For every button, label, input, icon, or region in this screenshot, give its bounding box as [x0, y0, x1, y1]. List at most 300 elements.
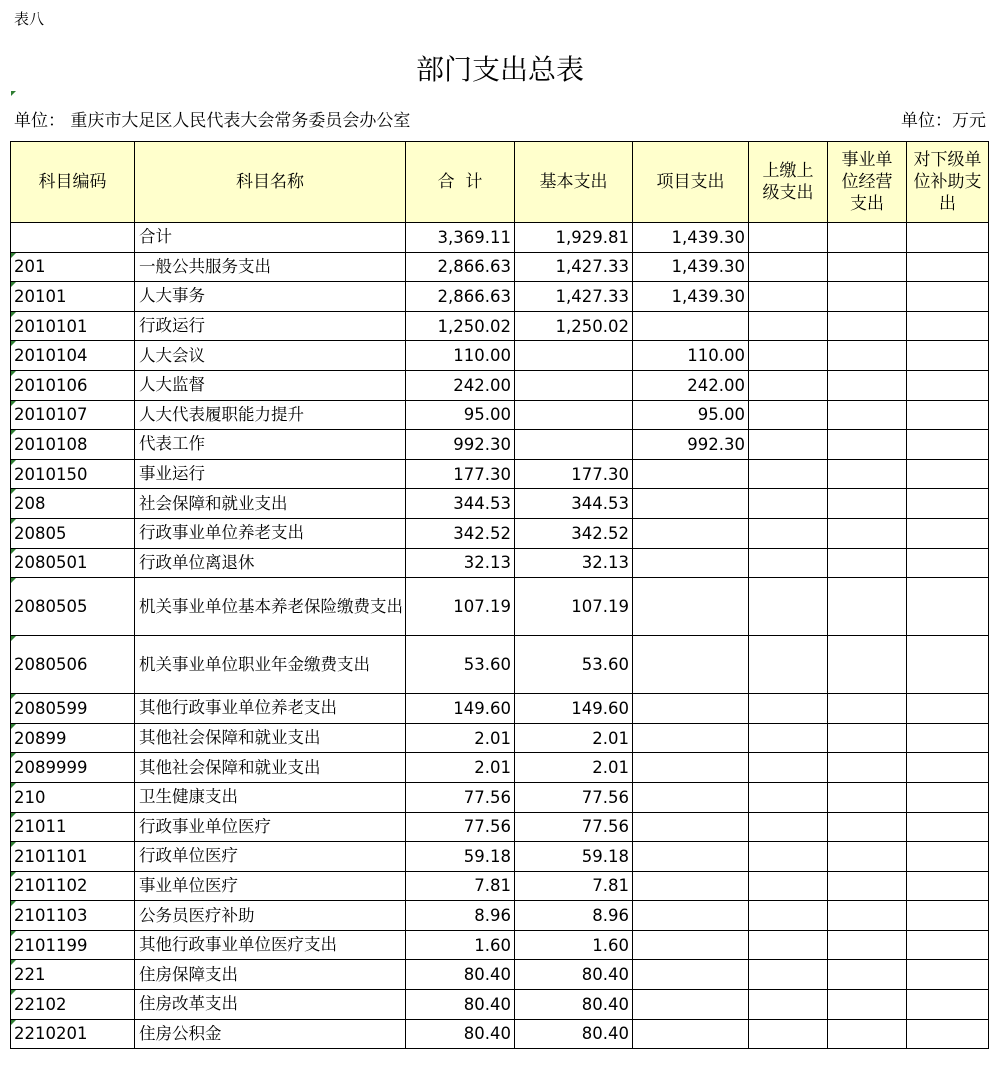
cell-subsidy [907, 871, 989, 901]
cell-project [633, 842, 749, 872]
cell-upper-remit [749, 812, 828, 842]
cell-comment-marker [11, 489, 16, 494]
cell-code [11, 252, 135, 282]
cell-code-text: 2101103 [14, 906, 88, 926]
cell-comment-marker [11, 813, 16, 818]
table-row [11, 1019, 989, 1049]
cell-project [633, 753, 749, 783]
cell-business-operation [828, 1019, 907, 1049]
cell-comment-marker [11, 253, 16, 258]
cell-subsidy [907, 1019, 989, 1049]
cell-business-operation [828, 723, 907, 753]
cell-total [406, 518, 515, 548]
cell-total [406, 753, 515, 783]
cell-code-text: 221 [14, 965, 46, 985]
cell-code [11, 694, 135, 724]
table-row [11, 636, 989, 694]
cell-basic [515, 753, 633, 783]
table-row [11, 871, 989, 901]
cell-total-text: 1.60 [474, 935, 511, 955]
cell-name-text: 其他行政事业单位医疗支出 [139, 935, 337, 955]
cell-total-text: 177.30 [453, 464, 511, 484]
cell-upper-remit [749, 311, 828, 341]
cell-total [406, 694, 515, 724]
cell-total-text: 80.40 [463, 1024, 511, 1044]
cell-project [633, 223, 749, 253]
cell-business-operation [828, 282, 907, 312]
cell-business-operation [828, 430, 907, 460]
cell-project [633, 990, 749, 1020]
cell-comment-marker [11, 430, 16, 435]
table-row [11, 430, 989, 460]
cell-total-text: 342.52 [453, 523, 511, 543]
table-row [11, 489, 989, 519]
cell-project-text: 1,439.30 [671, 257, 745, 277]
cell-business-operation [828, 871, 907, 901]
cell-business-operation [828, 901, 907, 931]
cell-basic [515, 400, 633, 430]
table-row [11, 812, 989, 842]
cell-upper-remit [749, 871, 828, 901]
cell-upper-remit [749, 282, 828, 312]
cell-name [135, 1019, 406, 1049]
cell-upper-remit [749, 430, 828, 460]
cell-total-text: 59.18 [463, 846, 511, 866]
cell-name [135, 370, 406, 400]
cell-total-text: 2,866.63 [437, 286, 511, 306]
cell-upper-remit [749, 960, 828, 990]
cell-code [11, 282, 135, 312]
cell-basic [515, 694, 633, 724]
cell-total [406, 430, 515, 460]
table-row [11, 223, 989, 253]
cell-business-operation [828, 370, 907, 400]
cell-name-text: 社会保障和就业支出 [139, 493, 288, 513]
cell-upper-remit [749, 723, 828, 753]
cell-comment-marker [11, 636, 16, 641]
cell-name [135, 311, 406, 341]
header-row [11, 142, 989, 223]
cell-total [406, 842, 515, 872]
cell-total [406, 252, 515, 282]
cell-basic-text: 80.40 [581, 1024, 629, 1044]
cell-project [633, 578, 749, 636]
cell-code [11, 459, 135, 489]
header-subsidy: 对下级单位补助支出 [907, 142, 989, 223]
cell-upper-remit [749, 782, 828, 812]
cell-code [11, 223, 135, 253]
cell-code-text: 2010107 [14, 405, 88, 425]
cell-code-text: 2080501 [14, 553, 88, 573]
table-body [11, 223, 989, 1049]
cell-basic-text: 2.01 [592, 758, 629, 778]
cell-total-text: 32.13 [463, 553, 511, 573]
cell-subsidy [907, 960, 989, 990]
cell-upper-remit [749, 370, 828, 400]
cell-code-text: 208 [14, 494, 46, 514]
cell-name-text: 人大会议 [139, 345, 205, 365]
cell-project [633, 282, 749, 312]
cell-basic-text: 32.13 [581, 553, 629, 573]
cell-business-operation [828, 400, 907, 430]
cell-name [135, 723, 406, 753]
cell-business-operation [828, 753, 907, 783]
cell-total-text: 149.60 [453, 698, 511, 718]
cell-total [406, 311, 515, 341]
header-basic: 基本支出 [515, 142, 633, 223]
cell-basic-text: 8.96 [592, 906, 629, 926]
cell-code-text: 2080599 [14, 698, 88, 718]
cell-project [633, 489, 749, 519]
cell-code-text: 2089999 [14, 758, 88, 778]
cell-total [406, 960, 515, 990]
cell-subsidy [907, 548, 989, 578]
cell-business-operation [828, 930, 907, 960]
cell-total-text: 77.56 [463, 787, 511, 807]
cell-code [11, 636, 135, 694]
cell-project [633, 370, 749, 400]
cell-code [11, 518, 135, 548]
cell-total-text: 242.00 [453, 375, 511, 395]
cell-basic [515, 370, 633, 400]
cell-total-text: 2,866.63 [437, 257, 511, 277]
cell-comment-marker [11, 783, 16, 788]
cell-code [11, 960, 135, 990]
cell-code [11, 400, 135, 430]
cell-code [11, 753, 135, 783]
cell-total-text: 2.01 [474, 758, 511, 778]
cell-project-text: 1,439.30 [671, 286, 745, 306]
cell-name [135, 282, 406, 312]
cell-subsidy [907, 782, 989, 812]
cell-basic-text: 59.18 [581, 846, 629, 866]
cell-project [633, 782, 749, 812]
cell-business-operation [828, 223, 907, 253]
cell-name-text: 行政单位离退休 [139, 552, 255, 572]
table-row [11, 252, 989, 282]
cell-upper-remit [749, 842, 828, 872]
cell-code-text: 2010108 [14, 434, 88, 454]
cell-basic [515, 871, 633, 901]
cell-code-text: 2101101 [14, 846, 88, 866]
cell-total [406, 223, 515, 253]
header-total: 合 计 [406, 142, 515, 223]
cell-business-operation [828, 578, 907, 636]
cell-code [11, 990, 135, 1020]
cell-code [11, 901, 135, 931]
cell-upper-remit [749, 1019, 828, 1049]
cell-basic-text: 53.60 [581, 655, 629, 675]
cell-project [633, 430, 749, 460]
cell-subsidy [907, 341, 989, 371]
table-row [11, 341, 989, 371]
cell-business-operation [828, 252, 907, 282]
cell-project [633, 723, 749, 753]
cell-total-text: 7.81 [474, 876, 511, 896]
cell-comment-marker [11, 549, 16, 554]
cell-basic [515, 990, 633, 1020]
table-row [11, 694, 989, 724]
cell-name [135, 842, 406, 872]
cell-name-text: 行政事业单位医疗 [139, 816, 271, 836]
cell-total [406, 370, 515, 400]
cell-subsidy [907, 400, 989, 430]
cell-name [135, 960, 406, 990]
cell-total [406, 723, 515, 753]
cell-subsidy [907, 430, 989, 460]
cell-basic-text: 1,929.81 [555, 227, 629, 247]
cell-subsidy [907, 990, 989, 1020]
cell-basic [515, 282, 633, 312]
cell-upper-remit [749, 252, 828, 282]
cell-basic [515, 578, 633, 636]
cell-name [135, 812, 406, 842]
cell-code-text: 21011 [14, 817, 67, 837]
cell-name [135, 489, 406, 519]
cell-subsidy [907, 518, 989, 548]
cell-code-text: 2101199 [14, 935, 88, 955]
cell-comment-marker [11, 341, 16, 346]
cell-project-text: 992.30 [687, 434, 745, 454]
cell-name-text: 其他行政事业单位养老支出 [139, 698, 337, 718]
cell-code [11, 578, 135, 636]
cell-basic [515, 459, 633, 489]
cell-name-text: 其他社会保障和就业支出 [139, 728, 321, 748]
cell-subsidy [907, 489, 989, 519]
cell-upper-remit [749, 694, 828, 724]
cell-comment-marker [11, 724, 16, 729]
cell-total [406, 871, 515, 901]
header-upper-remit: 上缴上级支出 [749, 142, 828, 223]
cell-upper-remit [749, 518, 828, 548]
cell-name-text: 公务员医疗补助 [139, 905, 255, 925]
cell-name [135, 223, 406, 253]
cell-subsidy [907, 578, 989, 636]
sheet-label: 表八 [14, 10, 45, 28]
cell-project [633, 548, 749, 578]
cell-comment-marker [11, 460, 16, 465]
cell-project [633, 694, 749, 724]
cell-total [406, 990, 515, 1020]
cell-subsidy [907, 723, 989, 753]
table-row [11, 311, 989, 341]
table-row [11, 578, 989, 636]
cell-basic-text: 344.53 [571, 494, 629, 514]
cell-comment-marker [11, 694, 16, 699]
page-title: 部门支出总表 [415, 53, 584, 86]
cell-name [135, 901, 406, 931]
cell-business-operation [828, 311, 907, 341]
cell-code-text: 2010106 [14, 375, 88, 395]
cell-name-text: 机关事业单位基本养老保险缴费支出 [139, 596, 403, 616]
cell-basic [515, 341, 633, 371]
cell-basic-text: 1,427.33 [555, 257, 629, 277]
cell-name [135, 400, 406, 430]
cell-comment-marker [11, 282, 16, 287]
cell-code [11, 1019, 135, 1049]
cell-business-operation [828, 782, 907, 812]
cell-total [406, 901, 515, 931]
cell-basic-text: 77.56 [581, 817, 629, 837]
cell-code-text: 210 [14, 787, 46, 807]
cell-basic-text: 1,250.02 [555, 316, 629, 336]
table-row [11, 901, 989, 931]
cell-total-text: 80.40 [463, 965, 511, 985]
cell-code-text: 2010104 [14, 346, 88, 366]
cell-comment-marker [11, 312, 16, 317]
cell-name-text: 人大事务 [139, 286, 205, 306]
cell-basic [515, 548, 633, 578]
cell-name-text: 卫生健康支出 [139, 787, 238, 807]
cell-business-operation [828, 489, 907, 519]
cell-basic [515, 223, 633, 253]
unit-currency: 单位：万元 [901, 111, 986, 131]
cell-name [135, 753, 406, 783]
cell-comment-marker [11, 1020, 16, 1025]
cell-code [11, 930, 135, 960]
cell-basic-text: 80.40 [581, 994, 629, 1014]
header-business-operation: 事业单位经营支出 [828, 142, 907, 223]
cell-name-text: 行政运行 [139, 316, 205, 336]
table-row [11, 282, 989, 312]
cell-project [633, 636, 749, 694]
cell-total [406, 782, 515, 812]
cell-name [135, 782, 406, 812]
cell-comment-marker [11, 931, 16, 936]
cell-basic [515, 430, 633, 460]
cell-project [633, 459, 749, 489]
cell-basic-text: 342.52 [571, 523, 629, 543]
cell-comment-marker [11, 960, 16, 965]
cell-subsidy [907, 753, 989, 783]
cell-subsidy [907, 311, 989, 341]
cell-basic [515, 782, 633, 812]
cell-comment-marker [11, 990, 16, 995]
table-row [11, 518, 989, 548]
cell-subsidy [907, 694, 989, 724]
cell-upper-remit [749, 753, 828, 783]
cell-name [135, 990, 406, 1020]
cell-name [135, 871, 406, 901]
cell-business-operation [828, 812, 907, 842]
cell-total-text: 53.60 [463, 655, 511, 675]
table-row [11, 753, 989, 783]
table-row [11, 400, 989, 430]
cell-subsidy [907, 636, 989, 694]
cell-name-text: 事业运行 [139, 464, 205, 484]
cell-basic [515, 901, 633, 931]
cell-business-operation [828, 636, 907, 694]
cell-project-text: 242.00 [687, 375, 745, 395]
cell-name [135, 636, 406, 694]
cell-project [633, 400, 749, 430]
cell-upper-remit [749, 489, 828, 519]
cell-comment-marker [11, 753, 16, 758]
cell-total [406, 341, 515, 371]
cell-name [135, 459, 406, 489]
header-name: 科目名称 [135, 142, 406, 223]
cell-total-text: 3,369.11 [437, 227, 511, 247]
unit-organization: 单位： 重庆市大足区人民代表大会常务委员会办公室 [14, 111, 411, 131]
cell-upper-remit [749, 990, 828, 1020]
cell-comment-marker [11, 901, 16, 906]
cell-project [633, 871, 749, 901]
cell-name [135, 578, 406, 636]
cell-business-operation [828, 548, 907, 578]
cell-code-text: 2010101 [14, 316, 88, 336]
cell-basic-text: 1.60 [592, 935, 629, 955]
cell-code [11, 782, 135, 812]
cell-name-text: 住房保障支出 [139, 964, 238, 984]
expenditure-table [10, 141, 989, 1049]
cell-subsidy [907, 370, 989, 400]
cell-business-operation [828, 842, 907, 872]
cell-name-text: 机关事业单位职业年金缴费支出 [139, 654, 370, 674]
cell-basic-text: 2.01 [592, 728, 629, 748]
cell-subsidy [907, 930, 989, 960]
cell-project [633, 341, 749, 371]
cell-comment-marker [11, 842, 16, 847]
cell-code [11, 341, 135, 371]
table-row [11, 459, 989, 489]
cell-code [11, 548, 135, 578]
cell-upper-remit [749, 223, 828, 253]
cell-code [11, 430, 135, 460]
cell-project [633, 311, 749, 341]
cell-total-text: 110.00 [453, 346, 511, 366]
cell-code-text: 2010150 [14, 464, 88, 484]
cell-name [135, 548, 406, 578]
cell-code [11, 311, 135, 341]
cell-name-text: 住房公积金 [139, 1023, 222, 1043]
cell-project [633, 901, 749, 931]
cell-comment-marker [11, 401, 16, 406]
cell-basic-text: 80.40 [581, 965, 629, 985]
cell-total-text: 95.00 [463, 405, 511, 425]
cell-total [406, 1019, 515, 1049]
cell-total [406, 459, 515, 489]
cell-basic [515, 636, 633, 694]
table-row [11, 548, 989, 578]
cell-total-text: 77.56 [463, 817, 511, 837]
cell-code-text: 201 [14, 257, 46, 277]
cell-total-text: 2.01 [474, 728, 511, 748]
cell-basic [515, 252, 633, 282]
header-project: 项目支出 [633, 142, 749, 223]
cell-business-operation [828, 341, 907, 371]
cell-name-text: 一般公共服务支出 [139, 256, 271, 276]
table-row [11, 782, 989, 812]
cell-basic-text: 7.81 [592, 876, 629, 896]
cell-upper-remit [749, 459, 828, 489]
cell-comment-marker [11, 371, 16, 376]
cell-business-operation [828, 990, 907, 1020]
cell-total [406, 489, 515, 519]
cell-total-text: 107.19 [453, 597, 511, 617]
cell-total-text: 992.30 [453, 434, 511, 454]
cell-total-text: 80.40 [463, 994, 511, 1014]
cell-comment-marker [11, 91, 16, 96]
cell-subsidy [907, 812, 989, 842]
cell-name [135, 518, 406, 548]
cell-basic [515, 518, 633, 548]
cell-code [11, 842, 135, 872]
cell-total [406, 930, 515, 960]
cell-code-text: 20899 [14, 728, 67, 748]
cell-project-text: 110.00 [687, 346, 745, 366]
table-row [11, 960, 989, 990]
cell-code [11, 489, 135, 519]
